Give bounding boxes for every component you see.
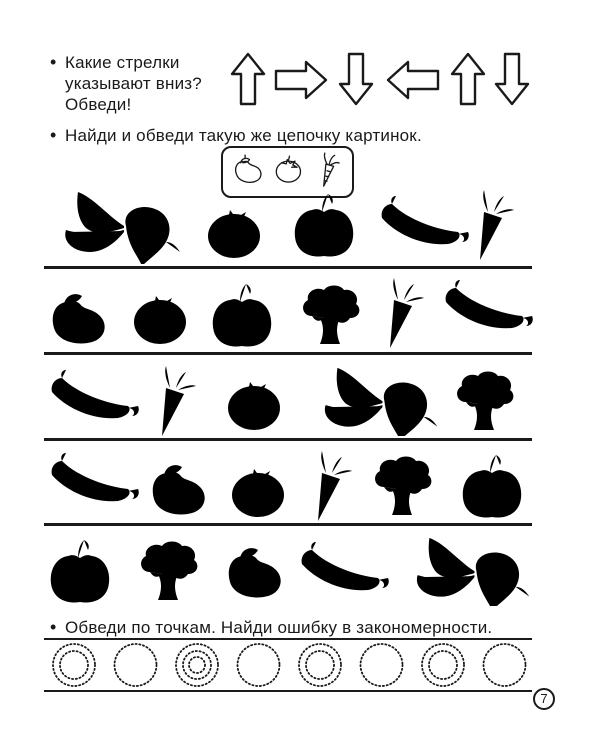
- dotted-circle[interactable]: [115, 644, 157, 686]
- broccoli-icon[interactable]: [303, 286, 359, 345]
- tomato-icon[interactable]: [208, 202, 260, 258]
- dotted-ring: [306, 651, 334, 679]
- pea-pod-icon[interactable]: [52, 453, 139, 501]
- dotted-ring: [429, 651, 457, 679]
- tomato-icon[interactable]: [228, 374, 280, 430]
- dotted-circle[interactable]: [238, 644, 280, 686]
- task2-text: Найди и обведи такую же цепочку картинок.: [65, 126, 422, 145]
- dotted-circle[interactable]: [176, 644, 218, 686]
- bullet-1: •: [50, 52, 57, 72]
- dotted-ring: [189, 657, 205, 673]
- arrow-down-icon[interactable]: [496, 54, 528, 104]
- chain-row-3: [44, 362, 534, 436]
- dotted-ring: [183, 651, 211, 679]
- beet-icon[interactable]: [325, 368, 437, 436]
- row-divider: [44, 352, 532, 355]
- task3-text: Обведи по точкам. Найди ошибку в закономерности.: [65, 618, 493, 637]
- arrow-up-icon[interactable]: [232, 54, 264, 104]
- task1-line-3: Обведи!: [65, 95, 132, 114]
- row-divider: [44, 438, 532, 441]
- pea-pod-icon[interactable]: [302, 542, 389, 590]
- tomato-icon[interactable]: [134, 288, 186, 344]
- page-number: 7: [533, 688, 555, 710]
- dotted-ring: [238, 644, 280, 686]
- arrow-down-icon[interactable]: [340, 54, 372, 104]
- chain-row-4: [44, 447, 534, 521]
- eggplant-icon: [236, 155, 261, 182]
- tomato-icon: [276, 156, 300, 182]
- broccoli-icon[interactable]: [375, 457, 431, 516]
- dotted-circle[interactable]: [422, 644, 464, 686]
- pea-pod-icon[interactable]: [52, 370, 139, 418]
- beet-icon[interactable]: [417, 538, 529, 606]
- task1-text: [65, 52, 202, 115]
- chain-row-1: [44, 186, 534, 264]
- dotted-circles-row: [44, 640, 534, 690]
- bullet-3: •: [50, 617, 57, 637]
- chain-row-2: [44, 274, 534, 350]
- row-divider: [44, 523, 532, 526]
- arrow-up-icon[interactable]: [452, 54, 484, 104]
- broccoli-icon[interactable]: [141, 542, 197, 601]
- writing-line-bottom: [44, 690, 532, 692]
- tomato-icon[interactable]: [232, 461, 284, 517]
- task1-line-1: Какие стрелки: [65, 53, 180, 72]
- beet-icon[interactable]: [65, 192, 180, 264]
- task1-line-2: указывают вниз?: [65, 74, 202, 93]
- arrows-row: [228, 52, 533, 108]
- pumpkin-icon[interactable]: [295, 194, 353, 256]
- arrow-left-icon[interactable]: [388, 62, 438, 98]
- dotted-ring: [60, 651, 88, 679]
- dotted-circle[interactable]: [53, 644, 95, 686]
- carrot-icon: [324, 153, 339, 186]
- dotted-ring: [484, 644, 526, 686]
- dotted-circle[interactable]: [361, 644, 403, 686]
- carrot-icon[interactable]: [390, 278, 424, 348]
- dotted-ring: [361, 644, 403, 686]
- carrot-icon[interactable]: [480, 190, 514, 260]
- eggplant-icon[interactable]: [229, 540, 281, 597]
- broccoli-icon[interactable]: [457, 372, 513, 431]
- pumpkin-icon[interactable]: [463, 455, 521, 517]
- pea-pod-icon[interactable]: [446, 280, 533, 328]
- eggplant-icon[interactable]: [153, 457, 205, 514]
- carrot-icon[interactable]: [162, 366, 196, 436]
- chain-row-5: [44, 530, 534, 606]
- dotted-circle[interactable]: [484, 644, 526, 686]
- arrow-right-icon[interactable]: [276, 62, 326, 98]
- bullet-2: •: [50, 125, 57, 145]
- pumpkin-icon[interactable]: [213, 284, 271, 346]
- dotted-circle[interactable]: [299, 644, 341, 686]
- carrot-icon[interactable]: [318, 451, 352, 521]
- row-divider: [44, 266, 532, 269]
- eggplant-icon[interactable]: [53, 286, 105, 343]
- pea-pod-icon[interactable]: [382, 196, 469, 244]
- pumpkin-icon[interactable]: [51, 540, 109, 602]
- dotted-ring: [115, 644, 157, 686]
